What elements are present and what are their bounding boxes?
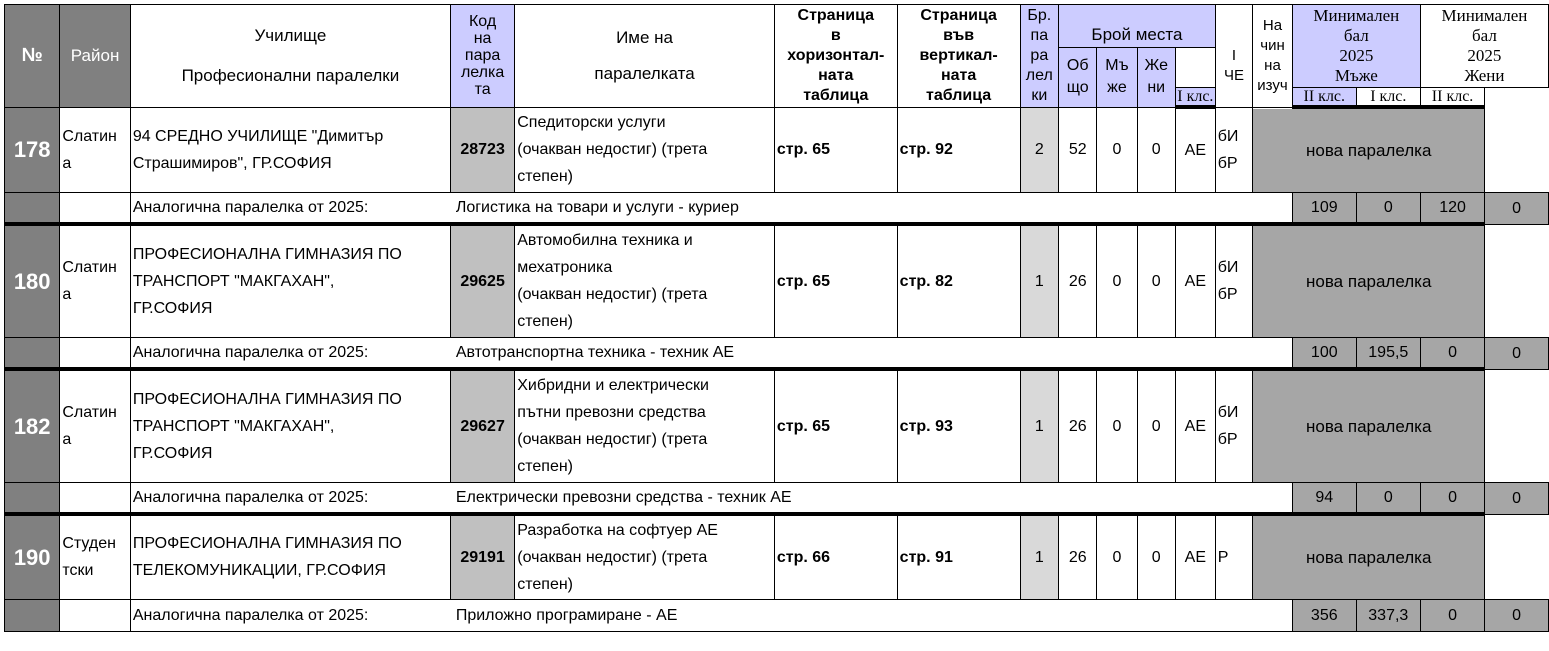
places-total: 52 (1059, 107, 1097, 192)
min-score: 356 (1292, 599, 1356, 631)
header-district: Район (60, 5, 130, 108)
header-female-cls1: I клс. (1356, 88, 1420, 108)
header-name-line: Име на (616, 27, 674, 47)
header-page-vertical (897, 5, 1020, 108)
parallel-name-line: (очакван недостиг) (трета (517, 286, 708, 304)
school-line: ТЕЛЕКОМУНИКАЦИИ, ГР.СОФИЯ (132, 562, 386, 580)
status-new-parallel: нова паралелка (1253, 514, 1485, 599)
study-method-line: бИ (1217, 259, 1239, 277)
header-parallels (1020, 5, 1059, 108)
header-page-v-line: ната (940, 66, 977, 84)
header-page-v-line: Страница (920, 6, 997, 24)
places-total: 26 (1059, 514, 1097, 599)
min-score: 0 (1485, 337, 1549, 369)
header-code-line: лелка (460, 64, 505, 82)
header-parallels-line: лел (1025, 66, 1053, 84)
analog-row (5, 599, 1549, 631)
parallels-count: 1 (1020, 514, 1059, 599)
district-cell (60, 224, 130, 337)
header-places-female-line: ни (1147, 79, 1166, 97)
analog-name: Електрически превозни средства - техник АЕ (455, 488, 792, 506)
header-min-male-line: бал (1343, 26, 1369, 45)
school-line: ПРОФЕСИОНАЛНА ГИМНАЗИЯ ПО (132, 535, 402, 553)
table-row (5, 369, 1549, 482)
school-cell (130, 514, 450, 599)
page-horizontal: стр. 66 (774, 514, 897, 599)
header-page-h-line: ната (818, 66, 854, 84)
header-male-cls2: II клс. (1292, 88, 1356, 108)
header-name-line: паралелката (594, 63, 695, 83)
district-line: а (62, 154, 72, 172)
parallel-name-cell (515, 514, 775, 599)
first-language: АЕ (1175, 369, 1215, 482)
header-code (450, 5, 514, 108)
parallel-name-cell (515, 107, 775, 192)
header-min-female (1420, 5, 1548, 88)
parallel-name-line: степен) (517, 313, 574, 331)
parallel-code: 28723 (450, 107, 514, 192)
study-method-line: бР (1217, 431, 1238, 449)
header-parallels-line: ра (1030, 46, 1049, 64)
row-number: 180 (5, 224, 60, 337)
analog-row (5, 482, 1549, 514)
header-places-male (1097, 48, 1137, 108)
district-line: тски (62, 562, 94, 580)
places-male: 0 (1097, 107, 1137, 192)
header-min-male-line: 2025 (1339, 46, 1374, 65)
min-score: 0 (1356, 482, 1420, 514)
header-page-v-line: вертикал- (919, 46, 998, 64)
page-horizontal: стр. 65 (774, 369, 897, 482)
places-male: 0 (1097, 369, 1137, 482)
places-female: 0 (1137, 369, 1175, 482)
header-number: № (5, 5, 60, 108)
first-language: АЕ (1175, 224, 1215, 337)
header-code-line: пара (464, 47, 501, 65)
min-score: 0 (1420, 337, 1484, 369)
school-line: ТРАНСПОРТ "МАКГАХАН", (132, 272, 335, 290)
analog-label: Аналогична паралелка от 2025: (132, 606, 369, 624)
header-page-h-line: таблица (803, 86, 869, 104)
status-new-parallel: нова паралелка (1253, 224, 1485, 337)
district-line: а (62, 431, 72, 449)
parallel-name-line: (очакван недостиг) (трета (517, 141, 708, 158)
header-method-line: чин (1260, 36, 1285, 54)
min-score: 109 (1292, 192, 1356, 224)
parallel-name-cell (515, 224, 775, 337)
header-school-line: Професионални паралелки (181, 65, 400, 85)
min-score: 100 (1292, 337, 1356, 369)
analog-number-blank (5, 337, 60, 369)
min-score: 0 (1485, 482, 1549, 514)
school-cell (130, 224, 450, 337)
study-method-line: бИ (1217, 127, 1239, 145)
header-male-cls1: I клс. (1177, 88, 1214, 105)
header-method (1253, 5, 1293, 108)
row-number: 190 (5, 514, 60, 599)
parallel-name-line: мехатроника (517, 259, 613, 277)
page-vertical: стр. 92 (897, 107, 1020, 192)
analog-label-cell (130, 599, 1292, 631)
parallel-name-line: степен) (517, 168, 574, 185)
district-cell (60, 369, 130, 482)
study-method-line: бР (1217, 286, 1238, 304)
min-score: 94 (1292, 482, 1356, 514)
parallel-name-line: степен) (517, 458, 574, 476)
header-name (515, 5, 775, 108)
parallel-name-line: степен) (517, 575, 574, 593)
parallel-code: 29625 (450, 224, 514, 337)
header-method-line: на (1264, 56, 1281, 74)
header-method-line: На (1262, 16, 1283, 34)
district-cell (60, 107, 130, 192)
table-row (5, 224, 1549, 337)
analog-name: Приложно програмиране - АЕ (455, 606, 678, 624)
analog-number-blank (5, 192, 60, 224)
header-first-lang-line: I (1231, 46, 1237, 64)
district-cell (60, 514, 130, 599)
min-score: 0 (1485, 192, 1549, 224)
parallel-name-line: Автомобилна техника и (517, 232, 693, 250)
header-places-total-line: Об (1066, 57, 1089, 75)
study-method (1215, 369, 1252, 482)
analog-label: Аналогична паралелка от 2025: (132, 488, 369, 506)
district-line: Слатин (62, 127, 117, 145)
header-places-total-line: що (1066, 79, 1089, 97)
analog-name: Логистика на товари и услуги - куриер (455, 198, 739, 216)
school-line: ГР.СОФИЯ (132, 299, 213, 317)
places-male: 0 (1097, 514, 1137, 599)
header-places-male-line: Мъ (1105, 57, 1129, 75)
min-score: 0 (1420, 599, 1484, 631)
header-school (130, 5, 450, 108)
analog-district-blank (60, 192, 130, 224)
analog-name: Автотранспортна техника - техник АЕ (455, 343, 735, 361)
first-language: АЕ (1175, 107, 1215, 192)
analog-district-blank (60, 482, 130, 514)
analog-number-blank (5, 482, 60, 514)
school-line: ПРОФЕСИОНАЛНА ГИМНАЗИЯ ПО (132, 245, 402, 263)
first-language: АЕ (1175, 514, 1215, 599)
analog-label-cell (130, 482, 1292, 514)
district-line: а (62, 286, 72, 304)
parallel-code: 29627 (450, 369, 514, 482)
header-places-total (1059, 48, 1097, 108)
study-method (1215, 514, 1252, 599)
places-total: 26 (1059, 224, 1097, 337)
header-code-line: та (474, 81, 491, 99)
school-line: Страшимиров", ГР.СОФИЯ (132, 154, 332, 172)
min-score: 0 (1485, 599, 1549, 631)
row-number: 178 (5, 107, 60, 192)
admissions-table (4, 4, 1549, 632)
header-page-horizontal (774, 5, 897, 108)
header-first-lang-line: ЧЕ (1223, 66, 1244, 84)
school-cell (130, 107, 450, 192)
school-line: ТРАНСПОРТ "МАКГАХАН", (132, 417, 335, 435)
min-score: 0 (1356, 192, 1420, 224)
places-female: 0 (1137, 514, 1175, 599)
header-min-female-line: Жени (1464, 66, 1505, 85)
admissions-table-sheet (4, 4, 1549, 632)
header-places-female-line: Же (1144, 57, 1168, 75)
min-score: 337,3 (1356, 599, 1420, 631)
min-score: 120 (1420, 192, 1484, 224)
header-parallels-line: ки (1031, 86, 1048, 104)
page-vertical: стр. 82 (897, 224, 1020, 337)
study-method (1215, 224, 1252, 337)
parallel-name-line: пътни превозни средства (517, 404, 706, 422)
places-total: 26 (1059, 369, 1097, 482)
header-min-male-line: Мъже (1334, 66, 1378, 85)
row-number: 182 (5, 369, 60, 482)
parallel-name-line: Разработка на софтуер АЕ (517, 521, 718, 539)
school-cell (130, 369, 450, 482)
header-page-h-line: хоризонтал- (787, 46, 885, 64)
district-line: Слатин (62, 404, 117, 422)
analog-label: Аналогична паралелка от 2025: (132, 343, 369, 361)
places-female: 0 (1137, 224, 1175, 337)
min-score: 0 (1420, 482, 1484, 514)
page-horizontal: стр. 65 (774, 224, 897, 337)
header-parallels-line: Бр. (1027, 6, 1052, 24)
analog-number-blank (5, 599, 60, 631)
study-method (1215, 107, 1252, 192)
analog-district-blank (60, 337, 130, 369)
study-method-line: бИ (1217, 404, 1239, 422)
header-female-cls2: II клс. (1420, 88, 1484, 108)
school-line: 94 СРЕДНО УЧИЛИЩЕ "Димитър (132, 127, 384, 145)
study-method-line: Р (1217, 548, 1229, 566)
table-row (5, 514, 1549, 599)
analog-district-blank (60, 599, 130, 631)
parallels-count: 1 (1020, 369, 1059, 482)
header-school-line: Училище (254, 25, 327, 45)
header-code-line: Код (468, 13, 497, 31)
analog-label: Аналогична паралелка от 2025: (132, 198, 369, 216)
analog-row (5, 192, 1549, 224)
parallel-code: 29191 (450, 514, 514, 599)
header-page-v-line: във (943, 26, 975, 44)
header-page-v-line: таблица (926, 86, 992, 104)
table-header (5, 5, 1549, 108)
header-min-female-line: 2025 (1467, 46, 1502, 65)
analog-row (5, 337, 1549, 369)
header-places-female (1137, 48, 1175, 108)
header-parallels-line: па (1030, 26, 1049, 44)
district-line: Слатин (62, 259, 117, 277)
status-new-parallel: нова паралелка (1253, 107, 1485, 192)
analog-label-cell (130, 337, 1292, 369)
header-min-female-line: Минимален (1441, 6, 1528, 25)
status-new-parallel: нова паралелка (1253, 369, 1485, 482)
header-min-male-line: Минимален (1313, 6, 1400, 25)
parallel-name-line: Спедиторски услуги (517, 114, 666, 131)
header-min-male (1292, 5, 1420, 88)
district-line: Студен (62, 535, 116, 553)
school-line: ПРОФЕСИОНАЛНА ГИМНАЗИЯ ПО (132, 390, 402, 408)
parallels-count: 2 (1020, 107, 1059, 192)
school-line: ГР.СОФИЯ (132, 444, 213, 462)
table-row (5, 107, 1549, 192)
places-male: 0 (1097, 224, 1137, 337)
page-vertical: стр. 93 (897, 369, 1020, 482)
header-method-line: изуч (1257, 76, 1288, 94)
table-body (5, 107, 1549, 631)
parallel-name-cell (515, 369, 775, 482)
parallel-name-line: (очакван недостиг) (трета (517, 548, 708, 566)
parallels-count: 1 (1020, 224, 1059, 337)
analog-label-cell (130, 192, 1292, 224)
header-first-lang (1215, 5, 1252, 108)
page-horizontal: стр. 65 (774, 107, 897, 192)
header-page-h-line: в (830, 26, 841, 44)
page-vertical: стр. 91 (897, 514, 1020, 599)
places-female: 0 (1137, 107, 1175, 192)
header-places-male-line: же (1107, 79, 1127, 97)
header-page-h-line: Страница (797, 6, 875, 24)
parallel-name-line: Хибридни и електрически (517, 377, 709, 395)
header-places-title: Брой места (1059, 5, 1216, 48)
min-score: 195,5 (1356, 337, 1420, 369)
parallel-name-line: (очакван недостиг) (трета (517, 431, 708, 449)
header-min-female-line: бал (1472, 26, 1497, 45)
header-code-line: на (473, 30, 492, 48)
study-method-line: бР (1217, 154, 1238, 172)
